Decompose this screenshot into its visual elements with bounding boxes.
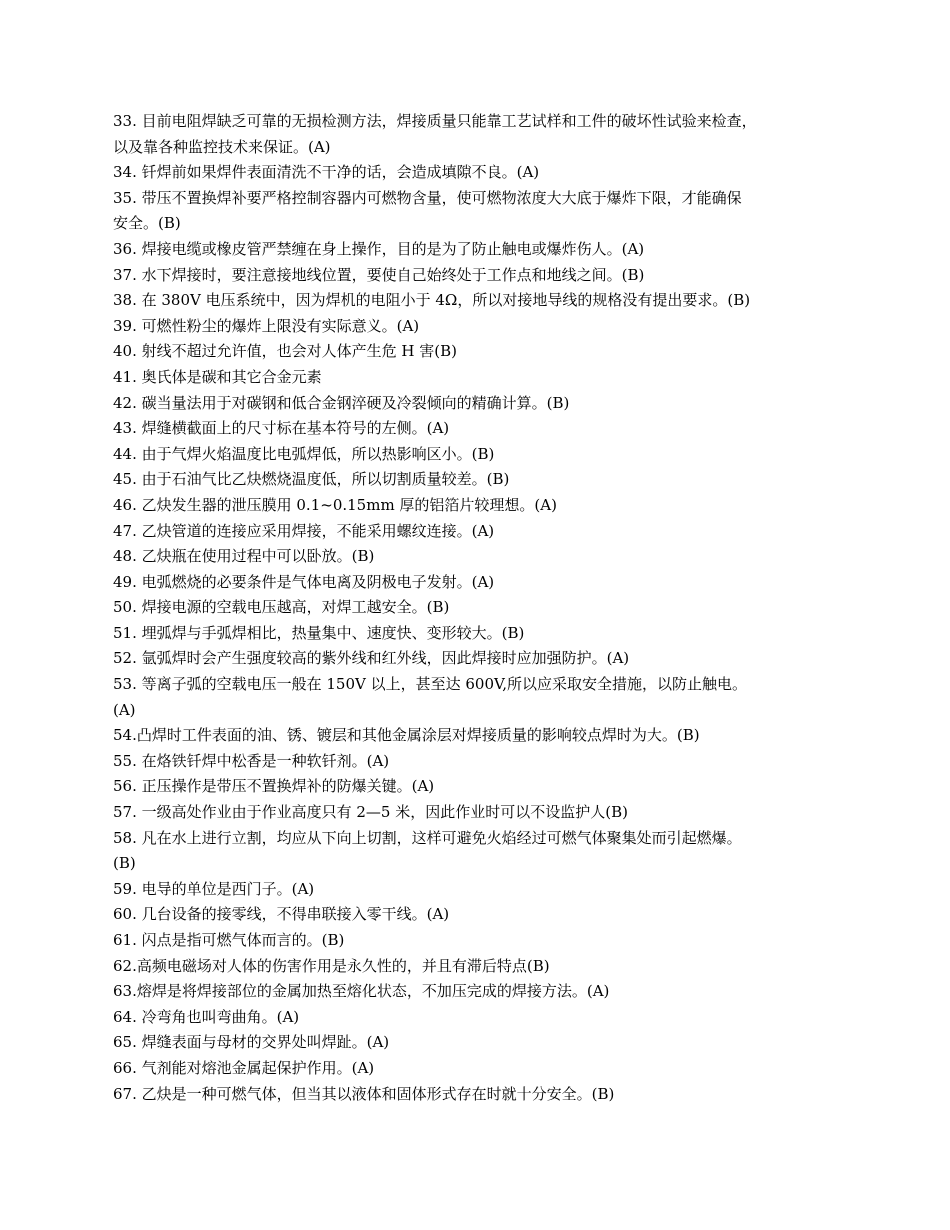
text-line-67: 67. 乙炔是一种可燃气体，但当其以液体和固体形式存在时就十分安全。(B) — [113, 1084, 615, 1103]
text-line-53a: 53. 等离子弧的空载电压一般在 150V 以上，甚至达 600V,所以应采取安全措施，以防止触电。 — [113, 675, 748, 694]
text-line-49: 49. 电弧燃烧的必要条件是气体电离及阴极电子发射。(A) — [113, 572, 495, 591]
text-line-44: 44. 由于气焊火焰温度比电弧焊低，所以热影响区小。(B) — [113, 444, 495, 463]
text-line-38: 38. 在 380V 电压系统中，因为焊机的电阻小于 4Ω，所以对接地导线的规格没有提出要求。(B) — [113, 291, 751, 310]
text-line-55: 55. 在烙铁钎焊中松香是一种软钎剂。(A) — [113, 751, 390, 770]
text-line-45: 45. 由于石油气比乙炔燃烧温度低，所以切割质量较差。(B) — [113, 470, 510, 489]
text-line-35b: 安全。(B) — [113, 214, 181, 233]
text-line-46: 46. 乙炔发生器的泄压膜用 0.1~0.15mm 厚的铝箔片较理想。(A) — [113, 495, 557, 514]
text-line-50: 50. 焊接电源的空载电压越高，对焊工越安全。(B) — [113, 598, 450, 617]
text-line-39: 39. 可燃性粉尘的爆炸上限没有实际意义。(A) — [113, 316, 420, 335]
text-line-51: 51. 埋弧焊与手弧焊相比，热量集中、速度快、变形较大。(B) — [113, 623, 525, 642]
text-line-59: 59. 电导的单位是西门子。(A) — [113, 879, 315, 898]
text-line-43: 43. 焊缝横截面上的尺寸标在基本符号的左侧。(A) — [113, 419, 450, 438]
text-line-62: 62.高频电磁场对人体的伤害作用是永久性的，并且有滞后特点(B) — [113, 956, 550, 975]
text-line-42: 42. 碳当量法用于对碳钢和低合金钢淬硬及冷裂倾向的精确计算。(B) — [113, 393, 570, 412]
text-line-58b: (B) — [113, 854, 136, 873]
text-line-47: 47. 乙炔管道的连接应采用焊接，不能采用螺纹连接。(A) — [113, 521, 495, 540]
text-line-33a: 33. 目前电阻焊缺乏可靠的无损检测方法，焊接质量只能靠工艺试样和工件的破坏性试验来检查， — [113, 112, 757, 130]
text-line-63: 63.熔焊是将焊接部位的金属加热至熔化状态，不加压完成的焊接方法。(A) — [113, 982, 610, 1001]
text-line-65: 65. 焊缝表面与母材的交界处叫焊趾。(A) — [113, 1033, 390, 1052]
text-line-53b: (A) — [113, 700, 136, 719]
text-line-48: 48. 乙炔瓶在使用过程中可以卧放。(B) — [113, 547, 375, 566]
text-line-41: 41. 奥氏体是碳和其它合金元素 — [113, 367, 322, 386]
document-page — [113, 109, 858, 1107]
text-line-35a: 35. 带压不置换焊补要严格控制容器内可燃物含量，使可燃物浓度大大底于爆炸下限，才能确保 — [113, 188, 742, 207]
text-line-40: 40. 射线不超过允许值，也会对人体产生危 H 害(B) — [113, 342, 457, 361]
text-line-36: 36. 焊接电缆或橡皮管严禁缠在身上操作，目的是为了防止触电或爆炸伤人。(A) — [113, 239, 645, 258]
text-line-54: 54.凸焊时工件表面的油、锈、镀层和其他金属涂层对焊接质量的影响较点焊时为大。(B) — [113, 726, 700, 745]
text-line-37: 37. 水下焊接时，要注意接地线位置，要使自己始终处于工作点和地线之间。(B) — [113, 265, 645, 284]
text-line-60: 60. 几台设备的接零线，不得串联接入零干线。(A) — [113, 905, 450, 924]
text-line-57: 57. 一级高处作业由于作业高度只有 2—5 米，因此作业时可以不设监护人(B) — [113, 803, 628, 822]
text-line-66: 66. 气剂能对熔池金属起保护作用。(A) — [113, 1058, 375, 1077]
text-line-58a: 58. 凡在水上进行立割，均应从下向上切割，这样可避免火焰经过可燃气体聚集处而引起燃爆。 — [113, 828, 742, 847]
text-line-33b: 以及靠各种监控技术来保证。(A) — [113, 137, 331, 156]
text-line-34: 34. 钎焊前如果焊件表面清洗不干净的话，会造成填隙不良。(A) — [113, 163, 540, 182]
text-line-61: 61. 闪点是指可燃气体而言的。(B) — [113, 931, 345, 949]
text-line-56: 56. 正压操作是带压不置换焊补的防爆关键。(A) — [113, 777, 435, 796]
text-line-52: 52. 氩弧焊时会产生强度较高的紫外线和红外线，因此焊接时应加强防护。(A) — [113, 649, 630, 668]
text-line-64: 64. 冷弯角也叫弯曲角。(A) — [113, 1007, 300, 1026]
